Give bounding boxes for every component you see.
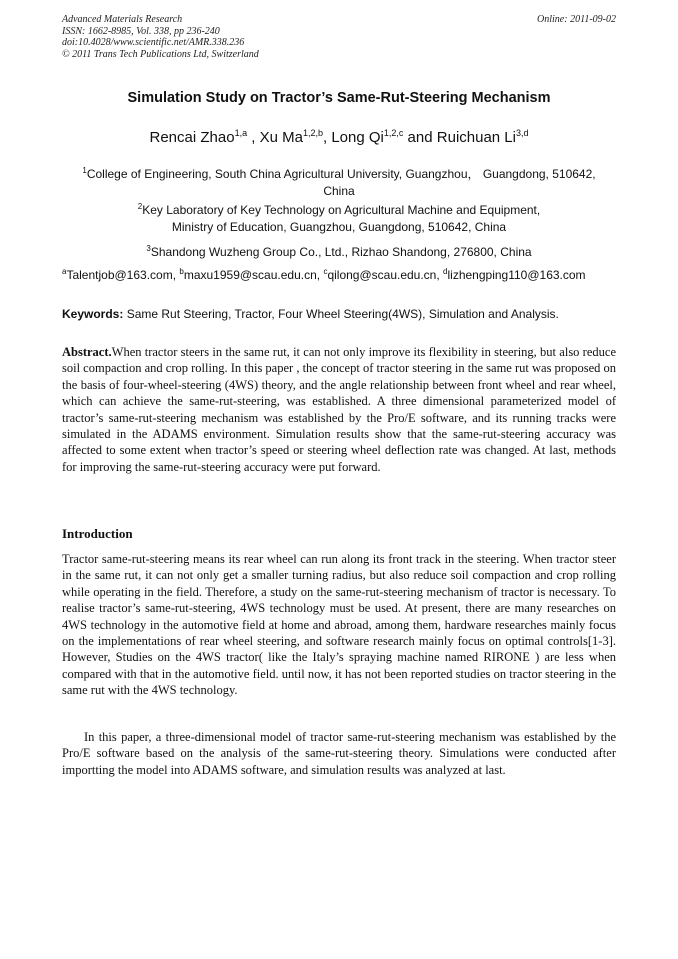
author-list <box>0 129 678 146</box>
email-marker: a <box>62 267 67 276</box>
affiliation-2 <box>62 202 616 236</box>
email-marker: d <box>443 267 448 276</box>
keywords-line <box>62 307 616 321</box>
introduction-paragraph-2: In this paper, a three-dimensional model of tractor same-rut-steering mechanism was established by the Pro/E software based on the analysis of the same-rut-steering theory. Simulations were conducted after importting the model into ADAMS software, and simulation results was analyzed at last. <box>62 730 616 777</box>
affiliation-line: Key Laboratory of Key Technology on Agricultural Machine and Equipment, <box>142 203 541 217</box>
author-separator: , <box>322 129 332 146</box>
author-separator: and <box>403 129 437 146</box>
author-affil-marker: 1,a <box>234 128 248 138</box>
email-marker: c <box>323 267 328 276</box>
abstract-label: Abstract. <box>62 345 112 359</box>
author-name: Xu Ma <box>259 129 303 146</box>
email-address: qilong@scau.edu.cn, <box>327 268 440 282</box>
journal-header <box>62 14 616 60</box>
email-list <box>62 268 616 282</box>
email-address: maxu1959@scau.edu.cn, <box>183 268 321 282</box>
abstract-paragraph <box>62 344 616 475</box>
paper-title: Simulation Study on Tractor’s Same-Rut-Steering Mechanism <box>127 90 551 106</box>
email-address: Talentjob@163.com, <box>66 268 177 282</box>
author-name: Long Qi <box>331 129 384 146</box>
affiliation-marker: 2 <box>137 202 143 211</box>
author-affil-marker: 1,2,c <box>383 128 404 138</box>
email-marker: b <box>179 267 184 276</box>
affiliation-line: College of Engineering, South China Agricultural University, Guangzhou， Guangdong, 510642, <box>86 167 596 181</box>
affiliation-line: Ministry of Education, Guangzhou, Guangdong, 510642, China <box>171 220 507 234</box>
email-address: lizhengping110@163.com <box>447 268 586 282</box>
affiliation-1 <box>62 166 616 200</box>
abstract-text: When tractor steers in the same rut, it can not only improve its flexibility in steering, but also reduce soil compaction and crop rolling. In this paper , the concept of tractor steering in the same rut was proposed on the basis of four-wheel-steering (4WS) theory, and the angle relationship between front wheel and rear wheel, which can achieve the same-rut-steering, was established. A three dimensional parameterized model of tractor’s same-rut-steering mechanism was established by the Pro/E software, and its running tracks were simulated in the ADAMS environment. Simulation results show that the same-rut-steering accuracy was affected to some extent when tractor’s speed or steering wheel deflection rate was changed. At last, methods for improving the same-rut-steering accuracy were put forward. <box>62 345 617 474</box>
doi-line: doi:10.4028/www.scientific.net/AMR.338.236 <box>62 37 245 48</box>
affiliation-marker: 3 <box>146 244 151 253</box>
issn-line: ISSN: 1662-8985, Vol. 338, pp 236-240 <box>62 25 220 37</box>
section-heading-introduction: Introduction <box>62 526 133 541</box>
affiliation-line: Shandong Wuzheng Group Co., Ltd., Rizhao Shandong, 276800, China <box>150 245 532 259</box>
affiliation-line: China <box>323 184 355 198</box>
author-name: Ruichuan Li <box>436 129 516 146</box>
copyright-line: © 2011 Trans Tech Publications Ltd, Switzerland <box>62 48 259 60</box>
affiliation-3 <box>62 244 616 261</box>
author-name: Rencai Zhao <box>149 129 235 146</box>
online-date: Online: 2011-09-02 <box>537 14 616 25</box>
journal-name: Advanced Materials Research <box>62 14 183 25</box>
introduction-paragraph-1: Tractor same-rut-steering means its rear wheel can run along its front track in the steering. When tractor steer in the same rut, it can not only get a smaller turning radius, but also reduce soil compaction and crop rolling while operating in the field. Therefore, a study on the same-rut-steering mechanism of tractor is necessary. To realise tractor’s same-rut-steering, 4WS technology must be used. At present, there are many researches on 4WS technology in the automotive field at home and abroad, among them, hardware researches mainly focus on the implementations of rear wheel steering, and software research mainly focus on optimal controls[1-3]. However, Studies on the 4WS tractor( like the Italy’s spraying machine named RIRONE ) are less when compared with that in the automotive field. until now, it has not been reported studies on tractor steering in the same rut with the 4WS technology. <box>62 552 616 698</box>
author-separator: , <box>247 129 260 146</box>
keywords-label: Keywords: <box>62 307 124 321</box>
author-affil-marker: 1,2,b <box>302 128 323 138</box>
affiliation-marker: 1 <box>82 166 87 175</box>
author-affil-marker: 3,d <box>515 128 529 138</box>
keywords-text: Same Rut Steering, Tractor, Four Wheel Steering(4WS), Simulation and Analysis. <box>126 307 559 321</box>
